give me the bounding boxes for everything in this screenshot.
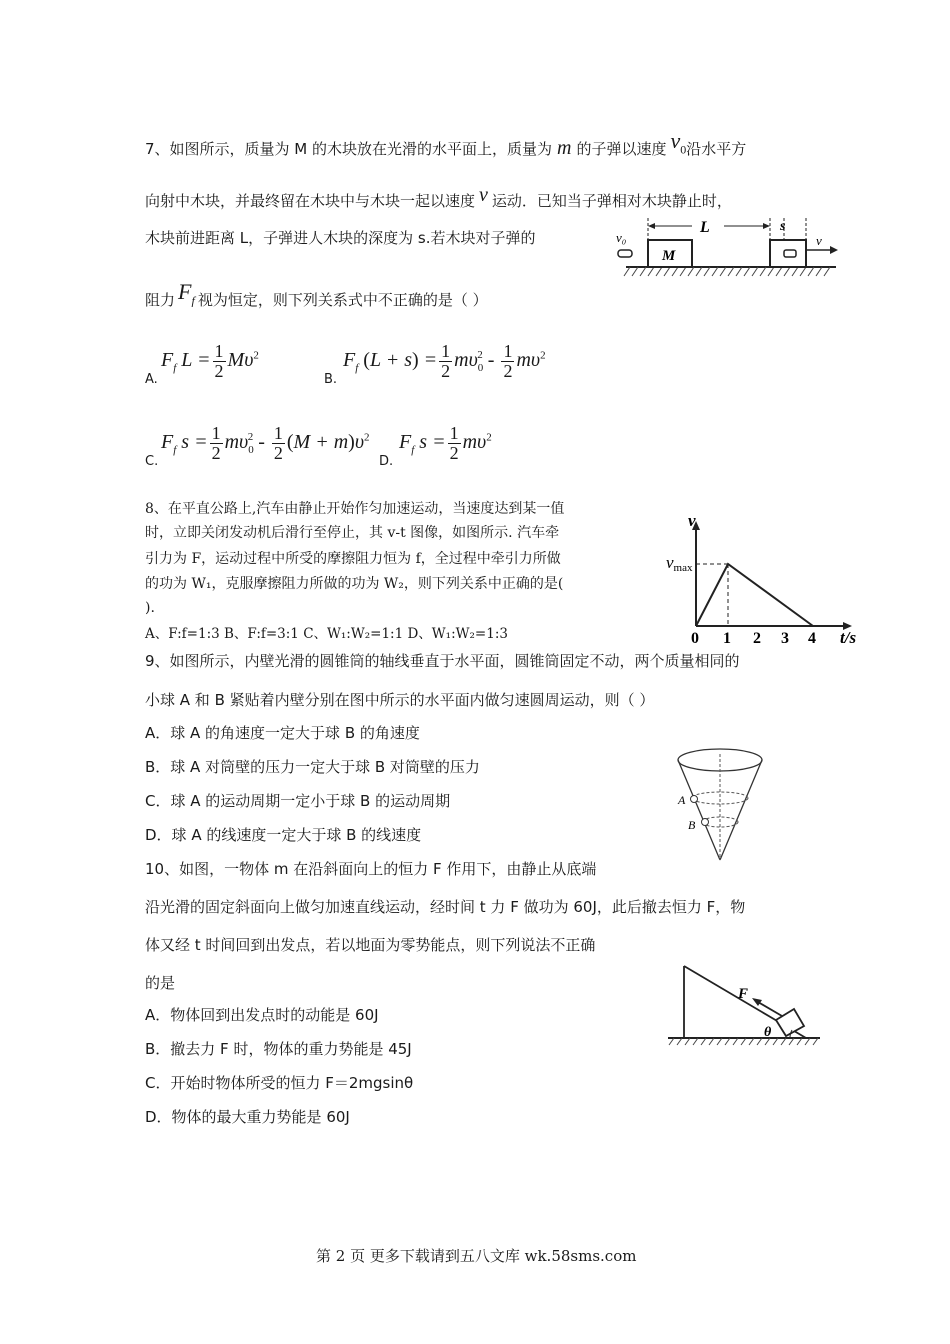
- cone-figure: [668, 740, 768, 865]
- q9-line2: 小球 A 和 B 紧贴着内壁分别在图中所示的水平面内做匀速圆周运动，则（ ）: [145, 691, 655, 709]
- q10-option-d: D．物体的最大重力势能是 60J: [145, 1108, 350, 1126]
- q7-option-c-label: C.: [145, 454, 159, 469]
- v0-symbol: $v_0$: [670, 128, 687, 157]
- vt-tick-3: 3: [781, 630, 789, 647]
- v-symbol: v: [479, 184, 488, 206]
- vt-graph: [660, 508, 870, 648]
- vt-ylabel: v: [688, 511, 696, 530]
- q7-option-b-formula: $F_f$ (L + s) = $\frac{1}{2}$ $m\upsilon_0^2$ - $\frac{1}{2}$ $m\upsilon^2$: [343, 341, 546, 381]
- q10-option-a: A．物体回到出发点时的动能是 60J: [145, 1006, 379, 1024]
- q10-line4: 的是: [145, 974, 176, 992]
- q8-options: A、F:f=1:3 B、F:f=3:1 C、W₁:W₂=1:1 D、W₁:W₂=1:3: [145, 626, 508, 642]
- fig-v0-label: v₀: [616, 230, 627, 245]
- mass-m-symbol: m: [557, 137, 572, 159]
- vt-vmax-label: vmax: [666, 553, 693, 574]
- q10-line2: 沿光滑的固定斜面向上做匀加速直线运动，经时间 t 力 F 做功为 60J，此后撤去恒力 F，物: [145, 898, 746, 916]
- q9-line1: 9、如图所示，内壁光滑的圆锥筒的轴线垂直于水平面，圆锥筒固定不动，两个质量相同的: [145, 652, 740, 670]
- incline-figure: [664, 958, 824, 1053]
- incline-theta-label: θ: [764, 1025, 772, 1040]
- q9-option-d: D．球 A 的线速度一定大于球 B 的线速度: [145, 826, 422, 844]
- q9-option-c: C．球 A 的运动周期一定小于球 B 的运动周期: [145, 792, 451, 810]
- q10-line3: 体又经 t 时间回到出发点，若以地面为零势能点，则下列说法不正确: [145, 936, 596, 954]
- fig-L-label: L: [700, 219, 710, 236]
- q8-line2: 时，立即关闭发动机后滑行至停止，其 v-t 图像，如图所示. 汽车牵: [145, 525, 560, 541]
- q8-line1: 8、在平直公路上,汽车由静止开始作匀加速运动，当速度达到某一值: [145, 501, 565, 517]
- q7-line1: 7、如图所示，质量为 M 的木块放在光滑的水平面上，质量为 m 的子弹以速度 $v_0$沿水平方: [145, 128, 747, 159]
- q10-option-b: B．撤去力 F 时，物体的重力势能是 45J: [145, 1040, 412, 1058]
- page-footer: 第 2 页 更多下载请到五八文库 wk.58sms.com: [316, 1247, 637, 1265]
- q9-option-b: B．球 A 对筒壁的压力一定大于球 B 对筒壁的压力: [145, 758, 480, 776]
- q9-option-a: A．球 A 的角速度一定大于球 B 的角速度: [145, 724, 420, 742]
- q8-line3: 引力为 F，运动过程中所受的摩擦阻力恒为 f，全过程中牵引力所做: [145, 551, 561, 567]
- fig-v-label: v: [816, 233, 822, 248]
- q7-option-b-label: B.: [324, 372, 338, 387]
- q7-option-d-formula: $F_f$ s = $\frac{1}{2}$ $m\upsilon^2$: [399, 423, 492, 463]
- vt-xlabel: t/s: [840, 628, 857, 647]
- ball-b-icon: [702, 819, 709, 826]
- q8-line4: 的功为 W₁，克服摩擦阻力所做的功为 W₂，则下列关系中正确的是(: [145, 576, 564, 592]
- q7-option-d-label: D.: [379, 454, 394, 469]
- q7-line4: 阻力 $F_f$ 视为恒定，则下列关系式中不正确的是（ ）: [145, 279, 488, 309]
- q7-option-a-label: A.: [145, 372, 158, 387]
- fig-s-label: s: [780, 219, 786, 234]
- q10-line1: 10、如图，一物体 m 在沿斜面向上的恒力 F 作用下，由静止从底端: [145, 860, 597, 878]
- ff-symbol: $F_f$: [178, 279, 195, 308]
- ball-a-icon: [691, 796, 698, 803]
- q7-line2: 向射中木块，并最终留在木块中与木块一起以速度 v 运动．已知当子弹相对木块静止时，: [145, 184, 732, 210]
- block-with-bullet-icon: [770, 240, 806, 267]
- q10-option-c: C．开始时物体所受的恒力 F＝2mgsinθ: [145, 1074, 414, 1092]
- cone-label-b: B: [688, 818, 696, 832]
- vt-curve: [696, 564, 813, 626]
- block-on-incline-icon: [776, 1009, 804, 1036]
- q7-option-c-formula: $F_f$ s = $\frac{1}{2}$ $m\upsilon_0^2$ - $\frac{1}{2}$ $(M + m)\upsilon^2$: [161, 423, 370, 463]
- bullet-block-figure: [612, 214, 842, 284]
- vt-tick-0: 0: [691, 630, 699, 647]
- q7-option-a-formula: $F_f$ L = $\frac{1}{2}$ $M\upsilon^2$: [161, 341, 259, 381]
- q7-line3: 木块前进距离 L，子弹进人木块的深度为 s.若木块对子弹的: [145, 229, 536, 247]
- vt-tick-4: 4: [808, 630, 816, 647]
- vt-tick-2: 2: [753, 630, 761, 647]
- incline-force-label: F: [738, 986, 749, 1002]
- fig-M-label: M: [662, 248, 676, 264]
- bullet-icon: [618, 250, 632, 257]
- cone-label-a: A: [678, 793, 686, 807]
- q8-line5: ).: [145, 600, 155, 616]
- vt-tick-1: 1: [723, 630, 731, 647]
